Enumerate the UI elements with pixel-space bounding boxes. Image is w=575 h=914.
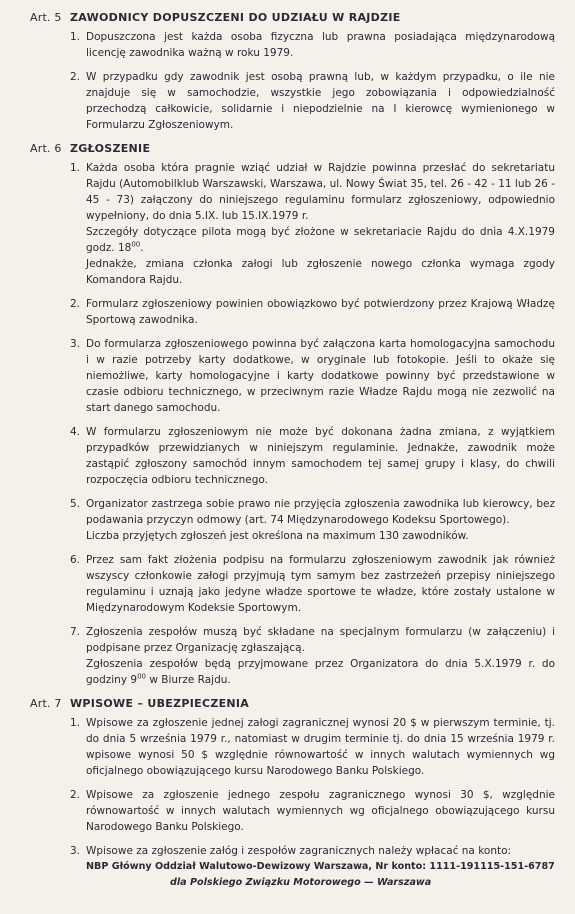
text-span: w Biurze Rajdu. [146,674,231,686]
paragraph [86,656,555,688]
bank-account: NBP Główny Oddział Walutowo-Dewizowy Warszawa, Nr konto: 1111-191115-151-6787 [86,861,555,872]
item-number: 1. [70,162,81,174]
item-number: 2. [70,298,81,310]
paragraph: Zgłoszenia zespołów muszą być składane na specjalnym formularzu (w załączeniu) i podpisane przez Organizację zgłaszającą. [86,626,555,654]
text-span: . [140,242,144,254]
article-6-heading [30,141,555,157]
item-number: 1. [70,31,81,43]
item-number: 5. [70,498,81,510]
list-item [70,29,555,61]
list-item [70,552,555,616]
item-number: 2. [70,71,81,83]
item-text: Wpisowe za zgłoszenie jednej załogi zagranicznej wynosi 20 $ w pierwszym terminie, tj. do dnia 5 września 1979 r., natomiast w drugim terminie tj. do dnia 15 września 1979 r. wpisowe wynosi 50 $ względnie równowartość w innych walutach wymiennych wg oficjalnego obowiązującego kursu Narodowego Banku Polskiego. [86,717,555,777]
list-item [70,496,555,544]
item-number: 3. [70,338,81,350]
list-item [70,843,555,859]
paragraph: Organizator zastrzega sobie prawo nie przyjęcia zgłoszenia zawodnika lub kierowcy, bez podawania przyczyn odmowy (art. 74 Międzynarodowego Kodeksu Sportowego). [86,498,555,526]
list-item [70,715,555,779]
article-number: Art. 5 [30,11,62,24]
item-number: 2. [70,789,81,801]
item-text: W formularzu zgłoszeniowym nie może być dokonana żadna zmiana, z wyjątkiem przypadków przewidzianych w niniejszym regulaminie. Jednakże, zawodnik może zastąpić zgłoszony samochód innym samochodem tej samej grupy i klasy, do chwili rozpoczęcia odbioru technicznego. [86,426,555,486]
article-title: ZGŁOSZENIE [70,142,151,155]
account-holder: dla Polskiego Związku Motorowego — Warszawa [170,877,432,888]
paragraph: Każda osoba która pragnie wziąć udział w Rajdzie powinna przesłać do sekretariatu Rajdu (Automobilklub Warszawski, Warszawa, ul. Nowy Świat 35, tel. 26 - 42 - 11 lub 26 - 45 - 73) załączony do niniejszego regulaminu formularz zgłoszeniowy, odpowiednio wypełniony, do dnia 5.IX. lub 15.IX.1979 r. [86,162,555,222]
text-span: Zgłoszenia zespołów będą przyjmowane przez Organizatora do dnia 5.X.1979 r. do godziny 9 [86,658,555,686]
article-5-items [70,29,555,133]
item-text: Formularz zgłoszeniowy powinien obowiązkowo być potwierdzony przez Krajową Władzę Sportową zawodnika. [86,298,555,326]
item-text: Wpisowe za zgłoszenie jednego zespołu zagranicznego wynosi 30 $, względnie równowartość w innych walutach wymiennych wg oficjalnego obowiązującego kursu Narodowego Banku Polskiego. [86,789,555,833]
item-number: 3. [70,845,81,857]
item-text [86,160,555,288]
article-title: ZAWODNICY DOPUSZCZENI DO UDZIAŁU W RAJDZIE [70,11,401,24]
item-number: 6. [70,554,81,566]
text-span: Szczegóły dotyczące pilota mogą być złożone w sekretariacie Rajdu do dnia 4.X.1979 godz. 18 [86,226,555,254]
list-item [70,336,555,416]
item-text: Przez sam fakt złożenia podpisu na formularzu zgłoszeniowym zawodnik jak również wszyscy członkowie załogi przyjmują tym samym bez zastrzeżeń przepisy niniejszego regulaminu i uznają jako jedyne władze sportowe te władze, które zostały ustalone w Międzynarodowym Kodeksie Sportowym. [86,554,555,614]
paragraph: Jednakże, zmiana członka załogi lub zgłoszenie nowego członka wymaga zgody Komandora Rajdu. [86,258,555,286]
item-text: Wpisowe za zgłoszenie załóg i zespołów zagranicznych należy wpłacać na konto: [86,845,512,857]
item-number: 4. [70,426,81,438]
list-item [70,69,555,133]
article-6 [30,141,555,688]
superscript: 00 [131,240,141,249]
article-title: WPISOWE – UBEZPIECZENIA [70,697,250,710]
item-text: W przypadku gdy zawodnik jest osobą prawną lub, w każdym przypadku, o ile nie znajduje się w samochodzie, wszystkie jego zobowiązania i odpowiedzialność przechodzą całkowicie, solidarnie i niepodzielnie na I kierowcę wymienionego w Formularzu Zgłoszeniowym. [86,71,555,131]
item-text [86,624,555,688]
paragraph: Liczba przyjętych zgłoszeń jest określona na maximum 130 zawodników. [86,530,469,542]
item-text [86,496,555,544]
article-5 [30,10,555,133]
article-7 [30,696,555,891]
list-item [70,160,555,288]
article-number: Art. 6 [30,142,62,155]
item-number: 7. [70,626,81,638]
list-item [70,296,555,328]
paragraph [86,224,555,256]
article-number: Art. 7 [30,697,62,710]
list-item [70,424,555,488]
list-item [70,624,555,688]
article-6-items [70,160,555,688]
article-7-heading [30,696,555,712]
item-text: Do formularza zgłoszeniowego powinna być załączona karta homologacyjna samochodu i w razie potrzeby karty dodatkowe, w oryginale lub fotokopie. Jeśli to okaże się niemożliwe, karty homologacyjne i karty dodatkowe powinny być przedstawione w czasie odbioru technicznego, w przeciwnym razie Władze Rajdu mogą nie zezwolić na start danego samochodu. [86,338,555,414]
article-5-heading [30,10,555,26]
item-text: Dopuszczona jest każda osoba fizyczna lub prawna posiadająca międzynarodową licencję zawodnika ważną w roku 1979. [86,31,555,59]
item-number: 1. [70,717,81,729]
superscript: 00 [137,672,146,681]
article-7-items [70,715,555,891]
list-item [70,787,555,835]
